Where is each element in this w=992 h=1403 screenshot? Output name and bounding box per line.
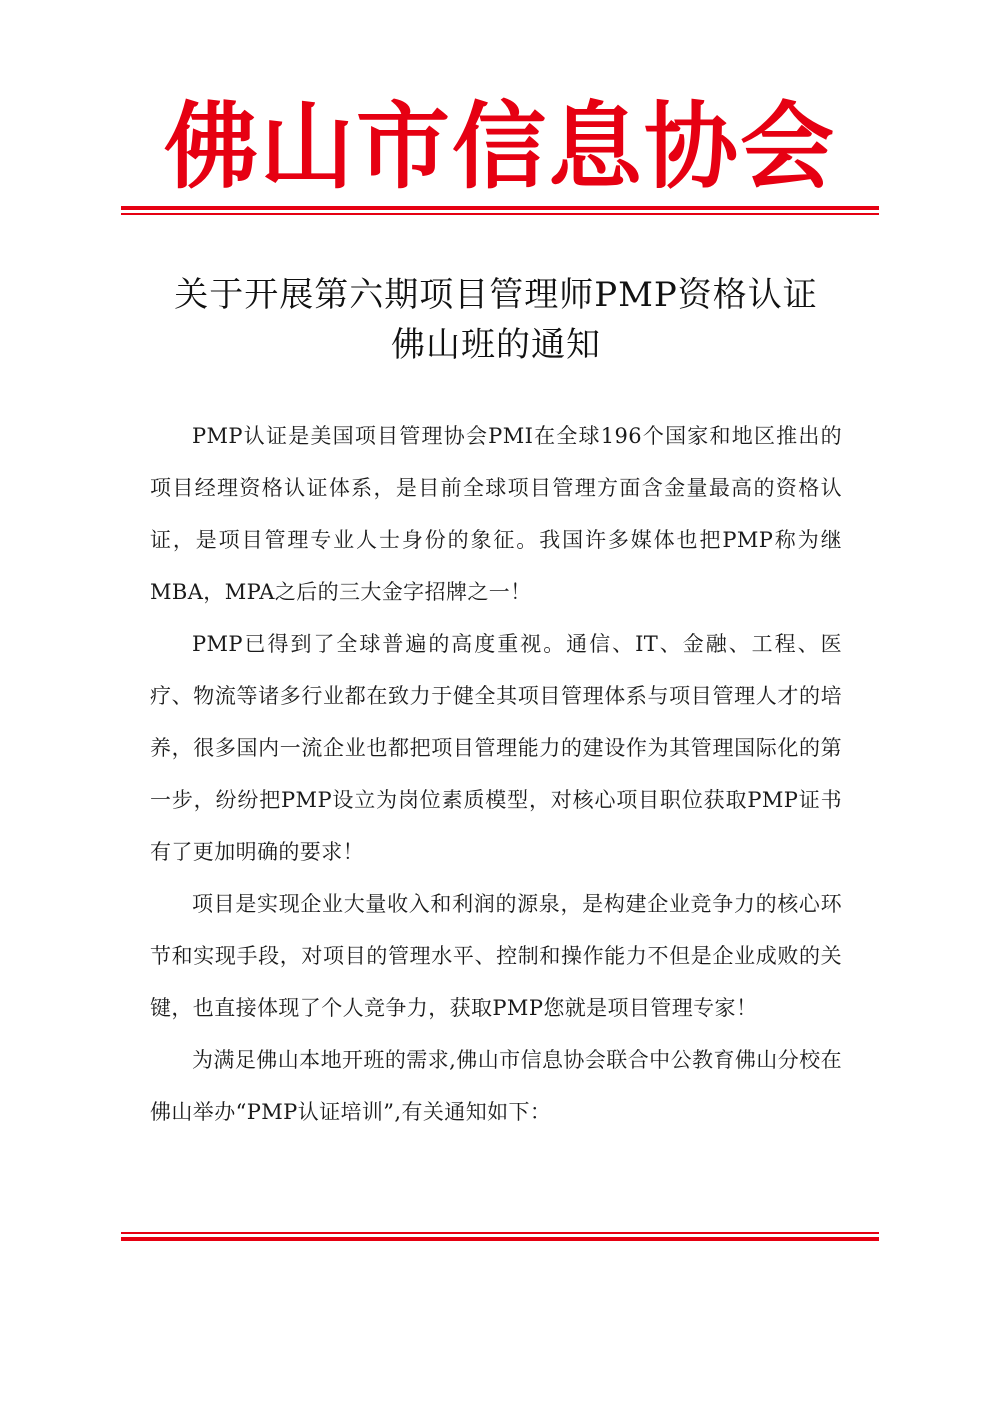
- notice-title: [150, 270, 842, 370]
- bottom-double-rule: [121, 1232, 879, 1241]
- notice-title-line-1: 关于开展第六期项目管理师PMP资格认证: [174, 275, 818, 315]
- top-double-rule: [121, 206, 879, 215]
- notice-body: [150, 410, 842, 1138]
- body-paragraph-2: PMP已得到了全球普遍的高度重视。通信、IT、金融、工程、医疗、物流等诸多行业都在致力于健全其项目管理体系与项目管理人才的培养，很多国内一流企业也都把项目管理能力的建设作为其管理国际化的第一步，纷纷把PMP设立为岗位素质模型，对核心项目职位获取PMP证书有了更加明确的要求！: [150, 632, 842, 864]
- notice-title-line-2: 佛山班的通知: [391, 325, 601, 365]
- organization-letterhead: 佛山市信息协会: [163, 92, 836, 202]
- body-paragraph-3: 项目是实现企业大量收入和利润的源泉，是构建企业竞争力的核心环节和实现手段，对项目的管理水平、控制和操作能力不但是企业成败的关键，也直接体现了个人竞争力，获取PMP您就是项目管理专家！: [150, 892, 842, 1020]
- body-paragraph-4: 为满足佛山本地开班的需求,佛山市信息协会联合中公教育佛山分校在佛山举办“PMP认证培训”,有关通知如下：: [150, 1048, 842, 1124]
- bottom-rule-thick-line: [121, 1237, 879, 1241]
- body-paragraph-1: PMP认证是美国项目管理协会PMI在全球196个国家和地区推出的项目经理资格认证体系，是目前全球项目管理方面含金量最高的资格认证，是项目管理专业人士身份的象征。我国许多媒体也把PMP称为继MBA，MPA之后的三大金字招牌之一！: [150, 424, 842, 604]
- top-rule-thin-line: [121, 213, 879, 215]
